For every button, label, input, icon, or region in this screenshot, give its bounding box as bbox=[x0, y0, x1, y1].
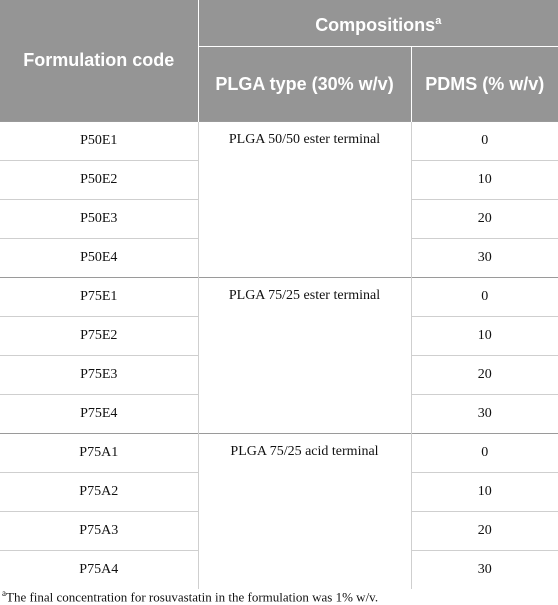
formulation-code-cell: P75A3 bbox=[0, 511, 198, 550]
pdms-cell: 10 bbox=[411, 472, 558, 511]
header-formulation-code: Formulation code bbox=[0, 0, 198, 121]
formulation-code-cell: P50E3 bbox=[0, 199, 198, 238]
plga-type-cell: PLGA 75/25 ester terminal bbox=[198, 277, 411, 433]
formulation-code-cell: P50E2 bbox=[0, 160, 198, 199]
table-header bbox=[0, 0, 558, 121]
pdms-cell: 0 bbox=[411, 277, 558, 316]
pdms-cell: 0 bbox=[411, 433, 558, 472]
formulation-code-cell: P75A4 bbox=[0, 550, 198, 589]
formulation-code-cell: P50E1 bbox=[0, 121, 198, 160]
formulation-code-cell: P75E2 bbox=[0, 316, 198, 355]
formulation-code-cell: P75A1 bbox=[0, 433, 198, 472]
pdms-cell: 30 bbox=[411, 238, 558, 277]
pdms-cell: 20 bbox=[411, 199, 558, 238]
header-compositions-label: Compositions bbox=[315, 14, 436, 35]
formulation-code-cell: P75A2 bbox=[0, 472, 198, 511]
formulation-code-cell: P50E4 bbox=[0, 238, 198, 277]
plga-type-cell: PLGA 50/50 ester terminal bbox=[198, 121, 411, 277]
pdms-cell: 10 bbox=[411, 160, 558, 199]
formulation-code-cell: P75E1 bbox=[0, 277, 198, 316]
table-body bbox=[0, 121, 558, 589]
footnote-marker: a bbox=[435, 14, 442, 27]
table-row bbox=[0, 433, 558, 472]
pdms-cell: 20 bbox=[411, 511, 558, 550]
header-pdms: PDMS (% w/v) bbox=[411, 46, 558, 121]
footnote-text: The final concentration for rosuvastatin in the formulation was 1% w/v. bbox=[6, 589, 379, 605]
plga-type-cell: PLGA 75/25 acid terminal bbox=[198, 433, 411, 589]
table-row bbox=[0, 277, 558, 316]
table-row bbox=[0, 121, 558, 160]
table-footnote bbox=[2, 588, 378, 605]
pdms-cell: 30 bbox=[411, 550, 558, 589]
header-plga-type: PLGA type (30% w/v) bbox=[198, 46, 411, 121]
formulation-code-cell: P75E4 bbox=[0, 394, 198, 433]
footnote-mark: a bbox=[2, 588, 6, 598]
header-compositions bbox=[198, 0, 558, 46]
pdms-cell: 30 bbox=[411, 394, 558, 433]
formulation-code-cell: P75E3 bbox=[0, 355, 198, 394]
pdms-cell: 10 bbox=[411, 316, 558, 355]
pdms-cell: 0 bbox=[411, 121, 558, 160]
pdms-cell: 20 bbox=[411, 355, 558, 394]
